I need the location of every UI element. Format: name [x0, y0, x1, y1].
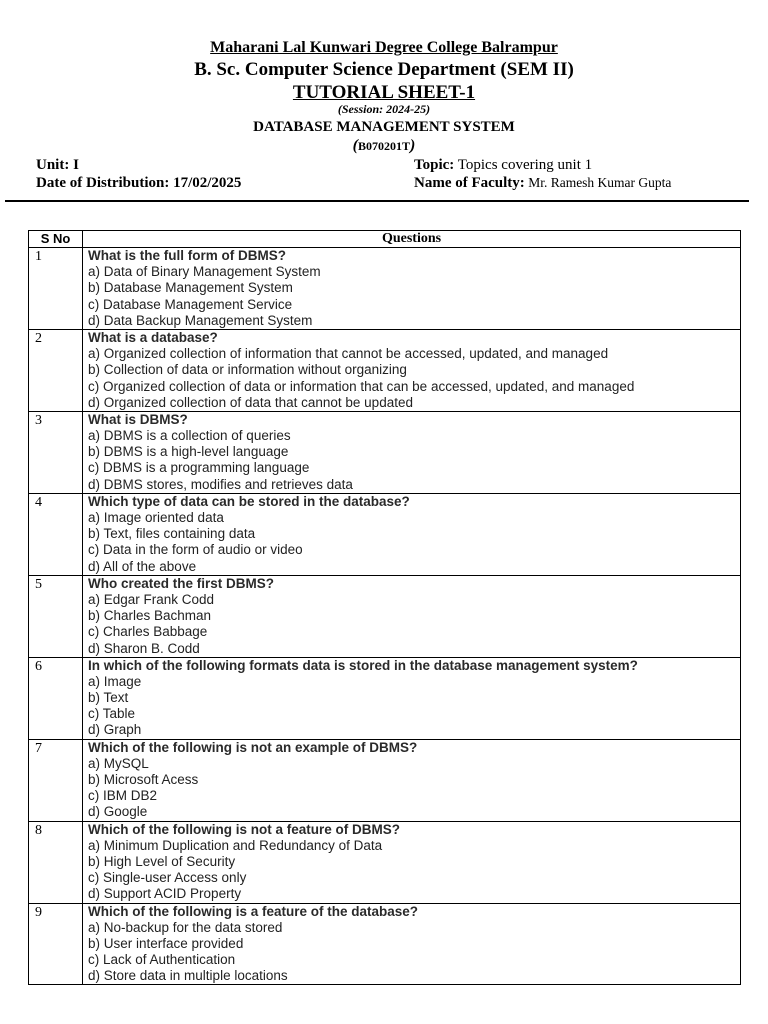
question-number: 5 — [29, 575, 83, 657]
answer-option: b) User interface provided — [88, 935, 244, 951]
answer-option: a) Organized collection of information that cannot be accessed, updated, and managed — [88, 346, 609, 362]
question-text: What is a database? — [88, 329, 218, 345]
question-number: 1 — [29, 248, 83, 330]
table-header-row — [29, 231, 741, 248]
question-cell — [83, 493, 741, 575]
answer-option: a) Image — [88, 673, 142, 689]
question-cell — [83, 575, 741, 657]
answer-option: a) MySQL — [88, 755, 149, 771]
sno-header: S No — [29, 231, 83, 248]
answer-option: a) Image oriented data — [88, 510, 224, 525]
question-cell — [83, 329, 741, 411]
question-number: 3 — [29, 411, 83, 493]
question-row — [29, 903, 741, 985]
college-name: Maharani Lal Kunwari Degree College Balrampur — [210, 39, 558, 56]
question-row — [29, 411, 741, 493]
faculty-value: Mr. Ramesh Kumar Gupta — [524, 175, 672, 190]
header-divider — [5, 200, 749, 202]
code-open-paren: ( — [352, 137, 358, 154]
answer-option: a) No-backup for the data stored — [88, 919, 283, 935]
code-value: B070201T — [357, 139, 410, 153]
question-cell — [83, 739, 741, 821]
answer-option: d) Support ACID Property — [88, 886, 242, 902]
session-label: (Session: 2024-25) — [337, 102, 431, 116]
question-text: Which of the following is not an example of DBMS? — [88, 739, 418, 755]
question-cell — [83, 657, 741, 739]
answer-option: d) All of the above — [88, 558, 197, 574]
code-close-paren: ) — [410, 137, 416, 154]
subject-code — [0, 137, 768, 155]
answer-option: a) Edgar Frank Codd — [88, 591, 215, 607]
questions-header: Questions — [83, 231, 741, 248]
department-title: B. Sc. Computer Science Department (SEM II) — [194, 59, 574, 80]
question-number: 9 — [29, 903, 83, 985]
answer-option: d) Google — [88, 804, 148, 820]
question-text: In which of the following formats data is stored in the database management system? — [88, 657, 638, 673]
question-row — [29, 329, 741, 411]
answer-option: b) Database Management System — [88, 280, 293, 296]
questions-body — [29, 248, 741, 985]
question-cell — [83, 411, 741, 493]
answer-option: c) Single-user Access only — [88, 870, 247, 886]
answer-option: b) High Level of Security — [88, 853, 236, 869]
unit-label: Unit: I — [36, 157, 79, 173]
question-text: What is DBMS? — [88, 411, 188, 427]
question-number: 8 — [29, 821, 83, 903]
questions-table — [28, 230, 741, 985]
question-text: Which type of data can be stored in the database? — [88, 493, 410, 509]
answer-option: c) Lack of Authentication — [88, 952, 236, 968]
topic-label: Topic: — [414, 157, 455, 173]
answer-option: c) Table — [88, 706, 136, 722]
question-cell — [83, 821, 741, 903]
answer-option: d) DBMS stores, modifies and retrieves data — [88, 476, 353, 492]
answer-option: d) Organized collection of data that cannot be updated — [88, 394, 413, 410]
answer-option: a) DBMS is a collection of queries — [88, 428, 291, 444]
question-number: 7 — [29, 739, 83, 821]
answer-option: c) IBM DB2 — [88, 788, 158, 804]
question-row — [29, 493, 741, 575]
date-of-distribution: Date of Distribution: 17/02/2025 — [36, 175, 242, 191]
answer-option: c) Database Management Service — [88, 296, 293, 312]
answer-option: c) Organized collection of data or information that can be accessed, updated, and managed — [88, 378, 635, 394]
answer-option: b) Text, files containing data — [88, 526, 256, 542]
answer-option: b) DBMS is a high-level language — [88, 444, 289, 460]
question-row — [29, 739, 741, 821]
answer-option: b) Charles Bachman — [88, 608, 212, 624]
question-row — [29, 575, 741, 657]
answer-option: b) Text — [88, 690, 129, 706]
answer-option: c) Data in the form of audio or video — [88, 542, 303, 558]
answer-option: d) Graph — [88, 722, 142, 738]
answer-option: b) Collection of data or information without organizing — [88, 362, 407, 378]
faculty-line — [414, 175, 671, 192]
faculty-label: Name of Faculty: — [414, 175, 525, 191]
answer-option: d) Sharon B. Codd — [88, 640, 200, 656]
answer-option: a) Minimum Duplication and Redundancy of Data — [88, 837, 383, 853]
answer-option: c) Charles Babbage — [88, 624, 208, 640]
answer-option: d) Store data in multiple locations — [88, 968, 288, 984]
topic-value: Topics covering unit 1 — [454, 157, 593, 173]
answer-option: c) DBMS is a programming language — [88, 460, 310, 476]
answer-option: d) Data Backup Management System — [88, 312, 313, 328]
question-text: Which of the following is a feature of the database? — [88, 903, 419, 919]
question-number: 2 — [29, 329, 83, 411]
topic-line — [414, 157, 592, 174]
answer-option: b) Microsoft Acess — [88, 772, 199, 787]
question-text: Who created the first DBMS? — [88, 575, 275, 591]
question-cell — [83, 903, 741, 985]
question-text: What is the full form of DBMS? — [88, 248, 286, 263]
question-number: 4 — [29, 493, 83, 575]
question-row — [29, 248, 741, 330]
subject-title: DATABASE MANAGEMENT SYSTEM — [253, 119, 515, 135]
answer-option: a) Data of Binary Management System — [88, 264, 321, 280]
sheet-title: TUTORIAL SHEET-1 — [292, 82, 476, 103]
question-row — [29, 821, 741, 903]
question-cell — [83, 248, 741, 330]
question-text: Which of the following is not a feature of DBMS? — [88, 821, 400, 837]
question-number: 6 — [29, 657, 83, 739]
question-row — [29, 657, 741, 739]
